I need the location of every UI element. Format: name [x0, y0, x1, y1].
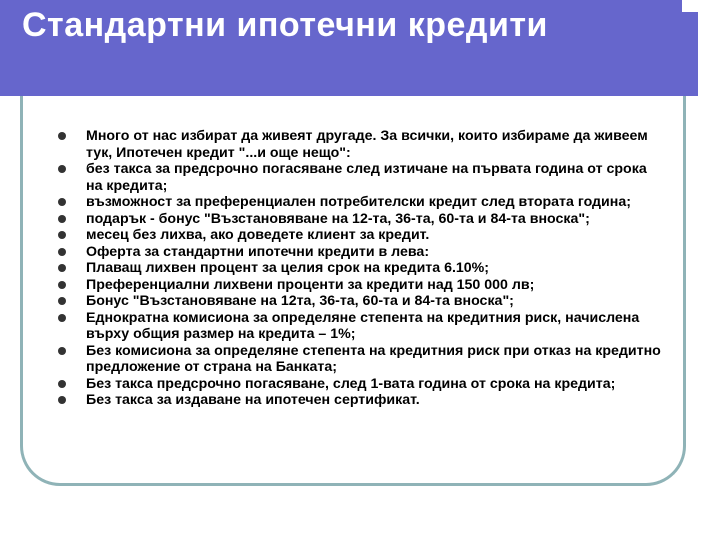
title-bar-tab	[682, 12, 698, 96]
bullet-item	[58, 227, 664, 244]
bullet-item	[58, 161, 664, 194]
bullet-item	[58, 293, 664, 310]
bullet-text: възможност за преференциален потребителски кредит след втората година;	[86, 194, 631, 210]
bullet-dot-icon	[58, 314, 66, 322]
bullet-text: Без такса предсрочно погасяване, след 1-вата година от срока на кредита;	[86, 375, 616, 392]
bullet-text: Плаващ лихвен процент за целия срок на кредита 6.10%;	[86, 260, 490, 276]
bullet-item	[58, 211, 664, 228]
bullet-text: Много от нас избират да живеят другаде. За всички, които избираме да живеем тук, Ипотечен кредит "...и още нещо":	[86, 128, 648, 161]
bullet-dot-icon	[58, 297, 66, 305]
bullet-item	[58, 260, 664, 277]
bullet-dot-icon	[58, 165, 66, 173]
bullet-list	[58, 128, 664, 409]
bullet-dot-icon	[58, 281, 66, 289]
bullet-dot-icon	[58, 248, 66, 256]
bullet-text: Еднократна комисиона за определяне степента на кредитния риск, начислена върху общия размер на кредита – 1%;	[86, 309, 640, 342]
bullet-text: Оферта за стандартни ипотечни кредити в лева:	[86, 243, 430, 260]
bullet-dot-icon	[58, 380, 66, 388]
bullet-dot-icon	[58, 396, 66, 404]
bullet-item	[58, 343, 664, 376]
bullet-text: Преференциални лихвени проценти за кредити над 150 000 лв;	[86, 276, 535, 293]
bullet-item	[58, 310, 664, 343]
bullet-text: Бонус "Възстановяване на 12та, 36-та, 60-та и 84-та вноска";	[86, 293, 514, 309]
slide-title: Стандартни ипотечни кредити	[22, 6, 548, 44]
bullet-text: Без такса за издаване на ипотечен сертификат.	[86, 392, 420, 408]
bullet-text: Без комисиона за определяне степента на кредитния риск при отказ на кредитно предложение от страна на Банката;	[86, 342, 661, 375]
bullet-dot-icon	[58, 264, 66, 272]
bullet-item	[58, 128, 664, 161]
bullet-text: без такса за предсрочно погасяване след изтичане на първата година от срока на кредита;	[86, 161, 647, 194]
bullet-dot-icon	[58, 347, 66, 355]
bullet-item	[58, 376, 664, 393]
bullet-item	[58, 277, 664, 294]
bullet-dot-icon	[58, 132, 66, 140]
bullet-dot-icon	[58, 198, 66, 206]
bullet-text: месец без лихва, ако доведете клиент за кредит.	[86, 227, 430, 243]
bullet-item	[58, 392, 664, 409]
bullet-text: подарък - бонус "Възстановяване на 12-та, 36-та, 60-та и 84-та вноска";	[86, 210, 590, 227]
bullet-item	[58, 244, 664, 261]
bullet-dot-icon	[58, 231, 66, 239]
bullet-item	[58, 194, 664, 211]
bullet-dot-icon	[58, 215, 66, 223]
